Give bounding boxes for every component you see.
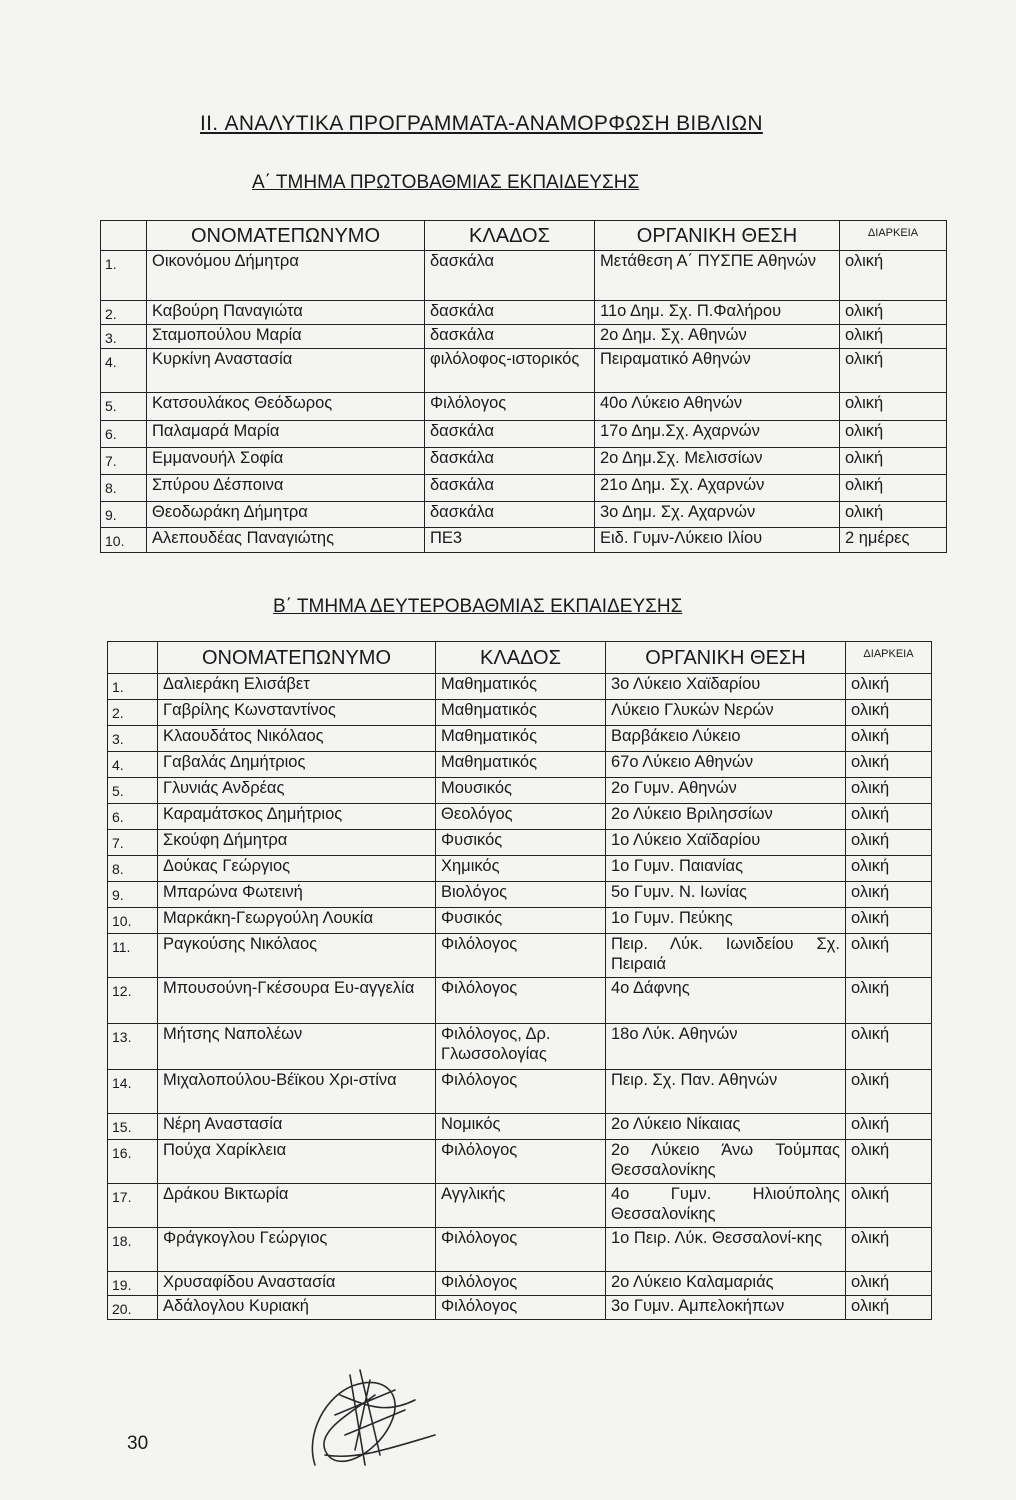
duration-cell: ολική <box>846 1024 932 1070</box>
row-number: 20. <box>108 1296 158 1320</box>
table-row <box>101 301 947 325</box>
row-number: 7. <box>108 830 158 856</box>
row-number: 3. <box>108 726 158 752</box>
specialty-cell: Μαθηματικός <box>436 674 606 700</box>
duration-cell: ολική <box>846 978 932 1024</box>
specialty-cell: Φιλόλογος <box>436 1272 606 1296</box>
person-name: Κλαουδάτος Νικόλαος <box>158 726 436 752</box>
column-header-specialty: ΚΛΑΔΟΣ <box>436 642 606 674</box>
column-header-duration: ΔΙΑΡΚΕΙΑ <box>846 642 932 674</box>
specialty-cell: Φιλόλογος <box>436 978 606 1024</box>
table-row <box>108 1272 932 1296</box>
column-header-name: ΟΝΟΜΑΤΕΠΩΝΥΜΟ <box>147 221 425 251</box>
specialty-cell: Φυσικός <box>436 830 606 856</box>
duration-cell: ολική <box>840 349 947 393</box>
specialty-cell: δασκάλα <box>425 421 595 448</box>
person-name: Πούχα Χαρίκλεια <box>158 1140 436 1184</box>
column-header-name: ΟΝΟΜΑΤΕΠΩΝΥΜΟ <box>158 642 436 674</box>
column-header-position: ΟΡΓΑΝΙΚΗ ΘΕΣΗ <box>595 221 840 251</box>
duration-cell: ολική <box>846 1272 932 1296</box>
duration-cell: ολική <box>846 726 932 752</box>
row-number: 2. <box>101 301 147 325</box>
duration-cell: ολική <box>846 804 932 830</box>
row-number: 9. <box>101 502 147 528</box>
position-cell: 1ο Πειρ. Λύκ. Θεσσαλονί-κης <box>606 1228 846 1272</box>
person-name: Δούκας Γεώργιος <box>158 856 436 882</box>
specialty-cell: φιλόλοφος-ιστορικός <box>425 349 595 393</box>
duration-cell: ολική <box>846 1140 932 1184</box>
page-number: 30 <box>127 1433 149 1454</box>
person-name: Δράκου Βικτωρία <box>158 1184 436 1228</box>
table-row <box>108 1228 932 1272</box>
position-cell: 21ο Δημ. Σχ. Αχαρνών <box>595 475 840 502</box>
duration-cell: ολική <box>846 830 932 856</box>
person-name: Κυρκίνη Αναστασία <box>147 349 425 393</box>
duration-cell: 2 ημέρες <box>840 528 947 553</box>
row-number: 8. <box>108 856 158 882</box>
person-name: Γαβαλάς Δημήτριος <box>158 752 436 778</box>
specialty-cell: Φιλόλογος <box>436 1296 606 1320</box>
table-row <box>108 1296 932 1320</box>
duration-cell: ολική <box>846 1228 932 1272</box>
row-number: 16. <box>108 1140 158 1184</box>
row-number: 12. <box>108 978 158 1024</box>
specialty-cell: ΠΕ3 <box>425 528 595 553</box>
row-number: 11. <box>108 934 158 978</box>
specialty-cell: Φιλόλογος <box>436 1140 606 1184</box>
position-cell: 1ο Γυμν. Πεύκης <box>606 908 846 934</box>
duration-cell: ολική <box>840 251 947 301</box>
specialty-cell: δασκάλα <box>425 325 595 349</box>
column-header-position: ΟΡΓΑΝΙΚΗ ΘΕΣΗ <box>606 642 846 674</box>
specialty-cell: Μαθηματικός <box>436 752 606 778</box>
row-number: 8. <box>101 475 147 502</box>
table-row <box>101 325 947 349</box>
table-row <box>101 251 947 301</box>
table-row <box>101 502 947 528</box>
person-name: Αδάλογλου Κυριακή <box>158 1296 436 1320</box>
person-name: Κατσουλάκος Θεόδωρος <box>147 393 425 421</box>
position-cell: 11ο Δημ. Σχ. Π.Φαλήρου <box>595 301 840 325</box>
table-row <box>108 830 932 856</box>
row-number: 1. <box>108 674 158 700</box>
position-cell: Πειρ. Σχ. Παν. Αθηνών <box>606 1070 846 1114</box>
row-number: 6. <box>101 421 147 448</box>
specialty-cell: Φιλόλογος <box>436 1070 606 1114</box>
person-name: Σπύρου Δέσποινα <box>147 475 425 502</box>
specialty-cell: Νομικός <box>436 1114 606 1140</box>
table-row <box>108 726 932 752</box>
table-row <box>108 856 932 882</box>
position-cell: Πειραματικό Αθηνών <box>595 349 840 393</box>
row-number: 18. <box>108 1228 158 1272</box>
position-cell: Βαρβάκειο Λύκειο <box>606 726 846 752</box>
specialty-cell: Φιλόλογος <box>436 934 606 978</box>
position-cell: Ειδ. Γυμν-Λύκειο Ιλίου <box>595 528 840 553</box>
row-number: 10. <box>101 528 147 553</box>
position-cell: 3ο Δημ. Σχ. Αχαρνών <box>595 502 840 528</box>
specialty-cell: Θεολόγος <box>436 804 606 830</box>
specialty-cell: Φιλόλογος <box>425 393 595 421</box>
table-row <box>108 934 932 978</box>
duration-cell: ολική <box>840 448 947 475</box>
table-row <box>108 978 932 1024</box>
duration-cell: ολική <box>846 1114 932 1140</box>
duration-cell: ολική <box>846 700 932 726</box>
specialty-cell: Φιλόλογος <box>436 1228 606 1272</box>
table-header-row <box>108 642 932 674</box>
person-name: Εμμανουήλ Σοφία <box>147 448 425 475</box>
duration-cell: ολική <box>846 1070 932 1114</box>
specialty-cell: δασκάλα <box>425 448 595 475</box>
secondary-education-table <box>107 641 932 1320</box>
position-cell: 2ο Γυμν. Αθηνών <box>606 778 846 804</box>
row-number: 1. <box>101 251 147 301</box>
column-header-duration: ΔΙΑΡΚΕΙΑ <box>840 221 947 251</box>
position-cell: 5ο Γυμν. Ν. Ιωνίας <box>606 882 846 908</box>
table-row <box>108 908 932 934</box>
position-cell: 2ο Λύκειο Νίκαιας <box>606 1114 846 1140</box>
row-number: 2. <box>108 700 158 726</box>
row-number: 15. <box>108 1114 158 1140</box>
signature-scribble <box>295 1355 445 1485</box>
table-row <box>108 1140 932 1184</box>
section-a-title: Α΄ ΤΜΗΜΑ ΠΡΩΤΟΒΑΘΜΙΑΣ ΕΚΠΑΙΔΕΥΣΗΣ <box>252 172 640 193</box>
person-name: Θεοδωράκη Δήμητρα <box>147 502 425 528</box>
row-number: 14. <box>108 1070 158 1114</box>
table-header-row <box>101 221 947 251</box>
table-row <box>108 1024 932 1070</box>
specialty-cell: δασκάλα <box>425 251 595 301</box>
position-cell: 4ο Δάφνης <box>606 978 846 1024</box>
table-row <box>108 674 932 700</box>
duration-cell: ολική <box>846 778 932 804</box>
table-row <box>108 1184 932 1228</box>
person-name: Σταμοπούλου Μαρία <box>147 325 425 349</box>
person-name: Μπουσούνη-Γκέσουρα Ευ-αγγελία <box>158 978 436 1024</box>
position-cell: 3ο Λύκειο Χαϊδαρίου <box>606 674 846 700</box>
position-cell: 1ο Γυμν. Παιανίας <box>606 856 846 882</box>
specialty-cell: δασκάλα <box>425 502 595 528</box>
table-row <box>108 804 932 830</box>
table-row <box>101 349 947 393</box>
primary-education-table <box>100 220 947 553</box>
duration-cell: ολική <box>846 752 932 778</box>
column-header-specialty: ΚΛΑΔΟΣ <box>425 221 595 251</box>
person-name: Μήτσης Ναπολέων <box>158 1024 436 1070</box>
position-cell: 2ο Λύκειο Καλαμαριάς <box>606 1272 846 1296</box>
specialty-cell: Χημικός <box>436 856 606 882</box>
row-number: 5. <box>101 393 147 421</box>
person-name: Σκούφη Δήμητρα <box>158 830 436 856</box>
duration-cell: ολική <box>846 674 932 700</box>
position-cell: 1ο Λύκειο Χαϊδαρίου <box>606 830 846 856</box>
position-cell: 2ο Δημ. Σχ. Αθηνών <box>595 325 840 349</box>
person-name: Γλυνιάς Ανδρέας <box>158 778 436 804</box>
duration-cell: ολική <box>846 934 932 978</box>
row-number: 9. <box>108 882 158 908</box>
duration-cell: ολική <box>846 882 932 908</box>
person-name: Μιχαλοπούλου-Βέϊκου Χρι-στίνα <box>158 1070 436 1114</box>
position-cell: 2ο Λύκειο Βριλησσίων <box>606 804 846 830</box>
table-row <box>101 475 947 502</box>
specialty-cell: δασκάλα <box>425 301 595 325</box>
position-cell: 3ο Γυμν. Αμπελοκήπων <box>606 1296 846 1320</box>
specialty-cell: Μαθηματικός <box>436 700 606 726</box>
table-row <box>101 448 947 475</box>
position-cell: 17ο Δημ.Σχ. Αχαρνών <box>595 421 840 448</box>
person-name: Δαλιεράκη Ελισάβετ <box>158 674 436 700</box>
duration-cell: ολική <box>846 908 932 934</box>
duration-cell: ολική <box>840 421 947 448</box>
specialty-cell: Μουσικός <box>436 778 606 804</box>
specialty-cell: Φυσικός <box>436 908 606 934</box>
person-name: Φράγκογλου Γεώργιος <box>158 1228 436 1272</box>
duration-cell: ολική <box>846 1296 932 1320</box>
row-number: 10. <box>108 908 158 934</box>
row-number: 4. <box>101 349 147 393</box>
person-name: Καραμάτσκος Δημήτριος <box>158 804 436 830</box>
person-name: Μπαρώνα Φωτεινή <box>158 882 436 908</box>
specialty-cell: Αγγλικής <box>436 1184 606 1228</box>
duration-cell: ολική <box>840 393 947 421</box>
table-row <box>101 528 947 553</box>
person-name: Μαρκάκη-Γεωργούλη Λουκία <box>158 908 436 934</box>
row-number: 5. <box>108 778 158 804</box>
person-name: Παλαμαρά Μαρία <box>147 421 425 448</box>
position-cell: 67ο Λύκειο Αθηνών <box>606 752 846 778</box>
row-number: 7. <box>101 448 147 475</box>
position-cell: Μετάθεση Α΄ ΠΥΣΠΕ Αθηνών <box>595 251 840 301</box>
person-name: Αλεπουδέας Παναγιώτης <box>147 528 425 553</box>
table-row <box>108 752 932 778</box>
duration-cell: ολική <box>846 1184 932 1228</box>
specialty-cell: δασκάλα <box>425 475 595 502</box>
row-number: 19. <box>108 1272 158 1296</box>
position-cell: 2ο Δημ.Σχ. Μελισσίων <box>595 448 840 475</box>
row-number: 4. <box>108 752 158 778</box>
person-name: Ραγκούσης Νικόλαος <box>158 934 436 978</box>
position-cell: Λύκειο Γλυκών Νερών <box>606 700 846 726</box>
person-name: Χρυσαφίδου Αναστασία <box>158 1272 436 1296</box>
table-row <box>108 882 932 908</box>
table-row <box>108 1114 932 1140</box>
person-name: Γαβρίλης Κωνσταντίνος <box>158 700 436 726</box>
specialty-cell: Φιλόλογος, Δρ. Γλωσσολογίας <box>436 1024 606 1070</box>
table-row <box>108 700 932 726</box>
position-cell: Πειρ. Λύκ. Ιωνιδείου Σχ. Πειραιά <box>606 934 846 978</box>
duration-cell: ολική <box>840 325 947 349</box>
position-cell: 40ο Λύκειο Αθηνών <box>595 393 840 421</box>
position-cell: 18ο Λύκ. Αθηνών <box>606 1024 846 1070</box>
duration-cell: ολική <box>840 502 947 528</box>
section-b-title: Β΄ ΤΜΗΜΑ ΔΕΥΤΕΡΟΒΑΘΜΙΑΣ ΕΚΠΑΙΔΕΥΣΗΣ <box>273 596 683 617</box>
person-name: Καβούρη Παναγιώτα <box>147 301 425 325</box>
position-cell: 4ο Γυμν. Ηλιούπολης Θεσσαλονίκης <box>606 1184 846 1228</box>
table-row <box>108 778 932 804</box>
duration-cell: ολική <box>840 301 947 325</box>
table-row <box>108 1070 932 1114</box>
duration-cell: ολική <box>846 856 932 882</box>
specialty-cell: Βιολόγος <box>436 882 606 908</box>
person-name: Οικονόμου Δήμητρα <box>147 251 425 301</box>
row-number: 6. <box>108 804 158 830</box>
person-name: Νέρη Αναστασία <box>158 1114 436 1140</box>
position-cell: 2ο Λύκειο Άνω Τούμπας Θεσσαλονίκης <box>606 1140 846 1184</box>
row-number: 17. <box>108 1184 158 1228</box>
table-row <box>101 421 947 448</box>
row-number: 3. <box>101 325 147 349</box>
specialty-cell: Μαθηματικός <box>436 726 606 752</box>
main-heading: II. ΑΝΑΛΥΤΙΚΑ ΠΡΟΓΡΑΜΜΑΤΑ-ΑΝΑΜΟΡΦΩΣΗ ΒΙΒΛΙΩΝ <box>200 112 763 135</box>
duration-cell: ολική <box>840 475 947 502</box>
table-row <box>101 393 947 421</box>
row-number: 13. <box>108 1024 158 1070</box>
